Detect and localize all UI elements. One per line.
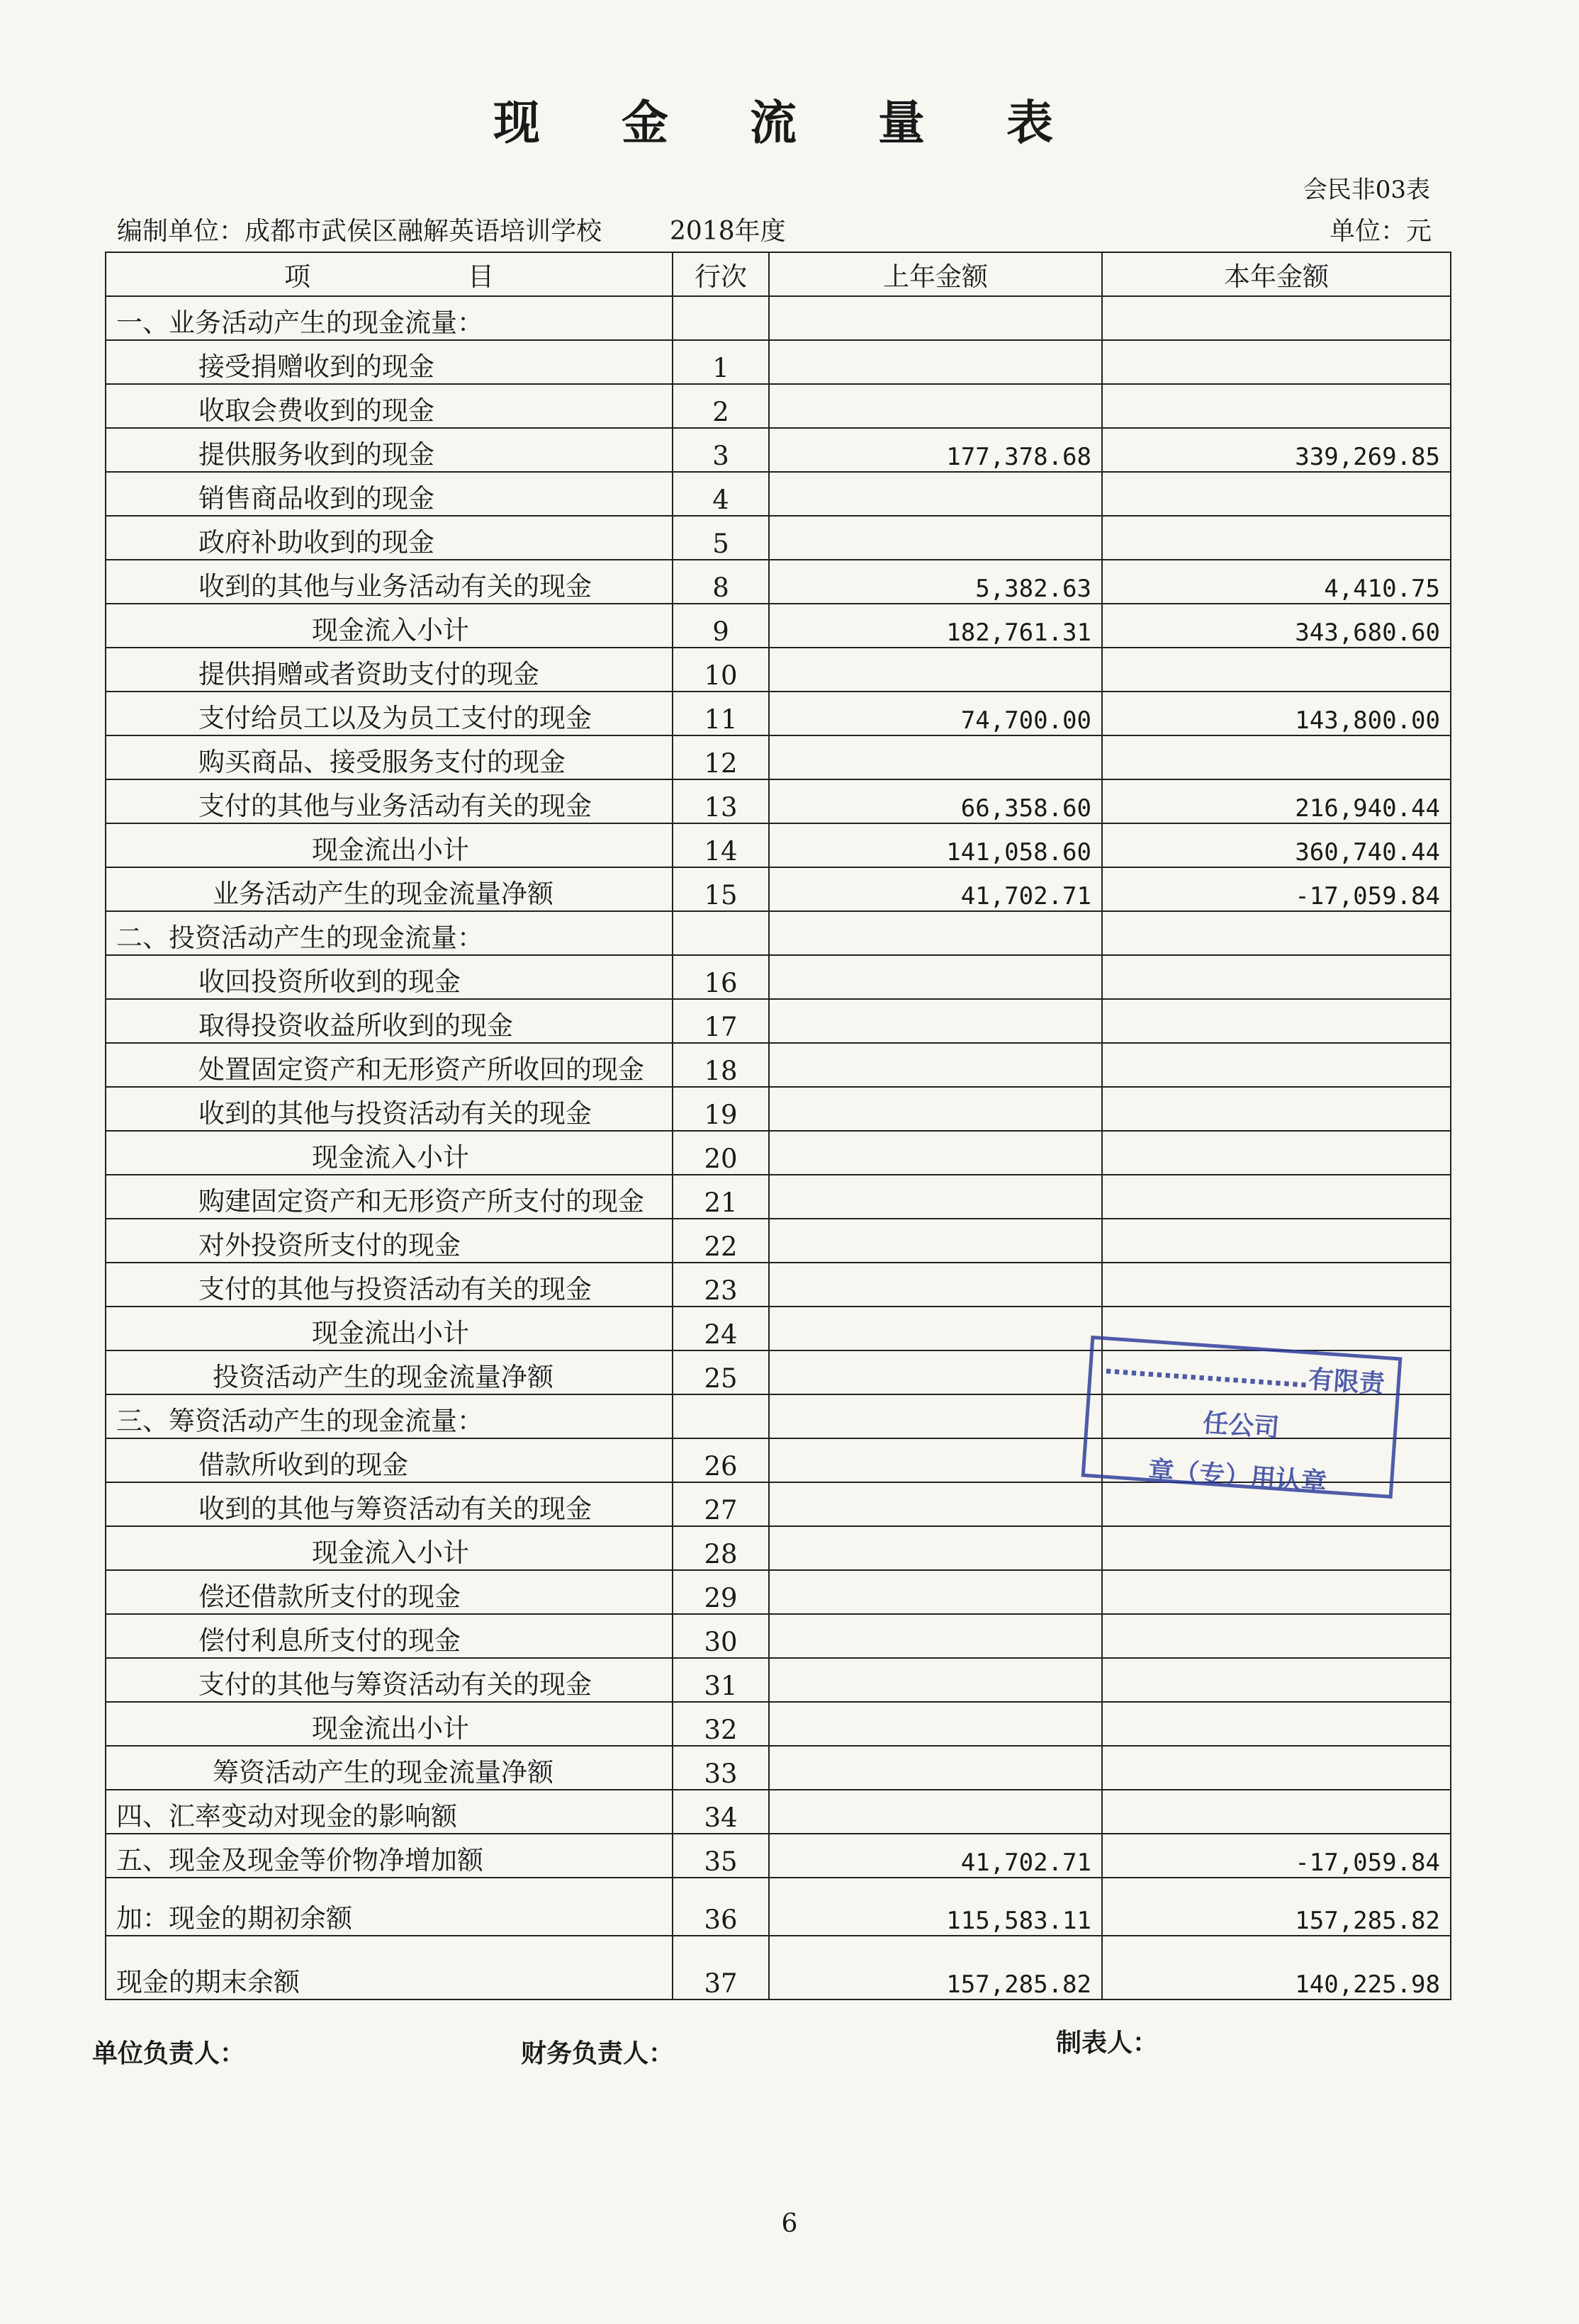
prev-year-amount <box>769 1219 1102 1263</box>
curr-year-amount <box>1102 911 1451 955</box>
curr-year-amount <box>1102 1570 1451 1614</box>
table-row <box>106 1658 1451 1702</box>
report-year: 2018年度 <box>670 217 786 246</box>
row-number: 20 <box>673 1131 769 1175</box>
curr-year-amount <box>1102 1614 1451 1658</box>
table-row <box>106 472 1451 516</box>
row-number: 3 <box>673 428 769 472</box>
curr-year-amount <box>1102 340 1451 384</box>
table-row <box>106 560 1451 604</box>
row-label: 政府补助收到的现金 <box>106 516 673 560</box>
prev-year-amount: 66,358.60 <box>769 779 1102 823</box>
row-number: 17 <box>673 999 769 1043</box>
row-label: 偿付利息所支付的现金 <box>106 1614 673 1658</box>
prev-year-amount: 141,058.60 <box>769 823 1102 867</box>
row-number: 24 <box>673 1307 769 1350</box>
row-label: 现金流出小计 <box>106 823 673 867</box>
row-label: 接受捐赠收到的现金 <box>106 340 673 384</box>
table-row <box>106 1614 1451 1658</box>
prev-year-amount: 41,702.71 <box>769 1834 1102 1878</box>
header-item: 项 目 <box>106 252 673 296</box>
row-number: 27 <box>673 1482 769 1526</box>
curr-year-amount <box>1102 296 1451 340</box>
row-label: 业务活动产生的现金流量净额 <box>106 867 673 911</box>
prev-year-amount <box>769 1746 1102 1790</box>
row-number: 8 <box>673 560 769 604</box>
prev-year-amount <box>769 1175 1102 1219</box>
row-number: 11 <box>673 692 769 735</box>
finance-head-label: 财务负责人： <box>521 2038 675 2068</box>
table-row <box>106 1834 1451 1878</box>
row-label: 购买商品、接受服务支付的现金 <box>106 735 673 779</box>
table-row <box>106 1570 1451 1614</box>
row-number: 32 <box>673 1702 769 1746</box>
row-label: 取得投资收益所收到的现金 <box>106 999 673 1043</box>
prev-year-amount: 115,583.11 <box>769 1878 1102 1936</box>
prev-year-amount <box>769 1263 1102 1307</box>
cash-flow-table <box>105 252 1451 2000</box>
row-label: 四、汇率变动对现金的影响额 <box>106 1790 673 1834</box>
table-row <box>106 604 1451 648</box>
row-number: 25 <box>673 1350 769 1394</box>
row-number <box>673 911 769 955</box>
table-row <box>106 999 1451 1043</box>
table-row <box>106 1131 1451 1175</box>
row-label: 收回投资所收到的现金 <box>106 955 673 999</box>
table-row <box>106 1219 1451 1263</box>
curr-year-amount: 339,269.85 <box>1102 428 1451 472</box>
row-number: 23 <box>673 1263 769 1307</box>
row-number: 2 <box>673 384 769 428</box>
row-label: 一、业务活动产生的现金流量： <box>106 296 673 340</box>
prev-year-amount <box>769 735 1102 779</box>
table-header-row <box>106 252 1451 296</box>
prev-year-amount <box>769 1482 1102 1526</box>
table-row <box>106 516 1451 560</box>
row-label: 现金流入小计 <box>106 1526 673 1570</box>
row-number: 35 <box>673 1834 769 1878</box>
row-number: 36 <box>673 1878 769 1936</box>
table-row <box>106 735 1451 779</box>
prev-year-amount: 74,700.00 <box>769 692 1102 735</box>
unit-head-label: 单位负责人： <box>92 2038 246 2068</box>
row-number: 18 <box>673 1043 769 1087</box>
row-label: 三、筹资活动产生的现金流量： <box>106 1394 673 1438</box>
row-number: 34 <box>673 1790 769 1834</box>
curr-year-amount: 157,285.82 <box>1102 1878 1451 1936</box>
table-row <box>106 692 1451 735</box>
prev-year-amount <box>769 648 1102 692</box>
row-number: 9 <box>673 604 769 648</box>
curr-year-amount <box>1102 648 1451 692</box>
row-number <box>673 1394 769 1438</box>
row-label: 收到的其他与业务活动有关的现金 <box>106 560 673 604</box>
table-row <box>106 955 1451 999</box>
row-label: 收到的其他与筹资活动有关的现金 <box>106 1482 673 1526</box>
prev-year-amount <box>769 955 1102 999</box>
curr-year-amount <box>1102 1219 1451 1263</box>
seal-line-2: 章（专）用认章 <box>1147 1456 1328 1498</box>
row-label: 现金流出小计 <box>106 1307 673 1350</box>
row-label: 五、现金及现金等价物净增加额 <box>106 1834 673 1878</box>
meta-row <box>117 211 1432 247</box>
curr-year-amount <box>1102 1702 1451 1746</box>
prev-year-amount: 182,761.31 <box>769 604 1102 648</box>
prev-year-amount <box>769 1526 1102 1570</box>
preparing-unit: 编制单位：成都市武侯区融解英语培训学校 <box>117 217 602 246</box>
table-row <box>106 428 1451 472</box>
table-row <box>106 648 1451 692</box>
table-row <box>106 1087 1451 1131</box>
form-number: 会民非03表 <box>1303 176 1430 204</box>
table-row <box>106 867 1451 911</box>
table-row <box>106 1702 1451 1746</box>
curr-year-amount <box>1102 1526 1451 1570</box>
row-label: 销售商品收到的现金 <box>106 472 673 516</box>
row-label: 现金流入小计 <box>106 1131 673 1175</box>
prev-year-amount: 157,285.82 <box>769 1936 1102 1999</box>
curr-year-amount <box>1102 1131 1451 1175</box>
row-number: 16 <box>673 955 769 999</box>
prev-year-amount <box>769 1394 1102 1438</box>
row-number: 21 <box>673 1175 769 1219</box>
prev-year-amount <box>769 1570 1102 1614</box>
currency-unit: 单位：元 <box>1329 217 1432 246</box>
row-number: 19 <box>673 1087 769 1131</box>
curr-year-amount <box>1102 1658 1451 1702</box>
table-row <box>106 296 1451 340</box>
header-prev-year: 上年金额 <box>769 252 1102 296</box>
prev-year-amount <box>769 1790 1102 1834</box>
prev-year-amount <box>769 296 1102 340</box>
curr-year-amount: -17,059.84 <box>1102 867 1451 911</box>
row-label: 处置固定资产和无形资产所收回的现金 <box>106 1043 673 1087</box>
curr-year-amount <box>1102 1043 1451 1087</box>
row-label: 二、投资活动产生的现金流量： <box>106 911 673 955</box>
row-label: 支付的其他与投资活动有关的现金 <box>106 1263 673 1307</box>
curr-year-amount <box>1102 735 1451 779</box>
row-label: 提供捐赠或者资助支付的现金 <box>106 648 673 692</box>
prev-year-amount <box>769 516 1102 560</box>
row-label: 收到的其他与投资活动有关的现金 <box>106 1087 673 1131</box>
prev-year-amount <box>769 472 1102 516</box>
curr-year-amount: 143,800.00 <box>1102 692 1451 735</box>
row-label: 现金流入小计 <box>106 604 673 648</box>
header-row-no: 行次 <box>673 252 769 296</box>
table-row <box>106 1043 1451 1087</box>
row-label: 投资活动产生的现金流量净额 <box>106 1350 673 1394</box>
row-number: 28 <box>673 1526 769 1570</box>
preparer-label: 制表人： <box>1056 2028 1159 2058</box>
prev-year-amount <box>769 1658 1102 1702</box>
row-label: 支付给员工以及为员工支付的现金 <box>106 692 673 735</box>
prev-year-amount <box>769 384 1102 428</box>
row-number: 14 <box>673 823 769 867</box>
table-row <box>106 1878 1451 1936</box>
row-number <box>673 296 769 340</box>
row-label: 现金的期末余额 <box>106 1936 673 1999</box>
row-number: 1 <box>673 340 769 384</box>
curr-year-amount: -17,059.84 <box>1102 1834 1451 1878</box>
table-row <box>106 1526 1451 1570</box>
row-number: 37 <box>673 1936 769 1999</box>
prev-year-amount <box>769 1087 1102 1131</box>
curr-year-amount <box>1102 1746 1451 1790</box>
prev-year-amount <box>769 1043 1102 1087</box>
table-row <box>106 779 1451 823</box>
prev-year-amount: 41,702.71 <box>769 867 1102 911</box>
prev-year-amount <box>769 1702 1102 1746</box>
row-number: 10 <box>673 648 769 692</box>
row-number: 26 <box>673 1438 769 1482</box>
table-row <box>106 1790 1451 1834</box>
row-number: 13 <box>673 779 769 823</box>
curr-year-amount <box>1102 1790 1451 1834</box>
row-label: 借款所收到的现金 <box>106 1438 673 1482</box>
prev-year-amount <box>769 1350 1102 1394</box>
row-number: 30 <box>673 1614 769 1658</box>
prev-year-amount: 5,382.63 <box>769 560 1102 604</box>
curr-year-amount <box>1102 1175 1451 1219</box>
curr-year-amount: 343,680.60 <box>1102 604 1451 648</box>
curr-year-amount <box>1102 472 1451 516</box>
prev-year-amount <box>769 1614 1102 1658</box>
row-label: 提供服务收到的现金 <box>106 428 673 472</box>
row-number: 4 <box>673 472 769 516</box>
table-row <box>106 384 1451 428</box>
official-seal <box>1081 1336 1403 1499</box>
row-label: 筹资活动产生的现金流量净额 <box>106 1746 673 1790</box>
prev-year-amount <box>769 1307 1102 1350</box>
row-number: 5 <box>673 516 769 560</box>
row-label: 支付的其他与业务活动有关的现金 <box>106 779 673 823</box>
curr-year-amount <box>1102 999 1451 1043</box>
table-row <box>106 911 1451 955</box>
curr-year-amount <box>1102 1087 1451 1131</box>
row-label: 支付的其他与筹资活动有关的现金 <box>106 1658 673 1702</box>
curr-year-amount: 140,225.98 <box>1102 1936 1451 1999</box>
prev-year-amount <box>769 1438 1102 1482</box>
prev-year-amount <box>769 1131 1102 1175</box>
row-label: 购建固定资产和无形资产所支付的现金 <box>106 1175 673 1219</box>
page-number: 6 <box>781 2209 798 2238</box>
curr-year-amount: 360,740.44 <box>1102 823 1451 867</box>
row-label: 现金流出小计 <box>106 1702 673 1746</box>
prev-year-amount <box>769 999 1102 1043</box>
table-row <box>106 1175 1451 1219</box>
header-curr-year: 本年金额 <box>1102 252 1451 296</box>
table-row <box>106 1936 1451 1999</box>
row-label: 偿还借款所支付的现金 <box>106 1570 673 1614</box>
row-number: 33 <box>673 1746 769 1790</box>
row-number: 29 <box>673 1570 769 1614</box>
row-label: 加：现金的期初余额 <box>106 1878 673 1936</box>
curr-year-amount <box>1102 955 1451 999</box>
prev-year-amount <box>769 911 1102 955</box>
row-number: 31 <box>673 1658 769 1702</box>
row-number: 15 <box>673 867 769 911</box>
table-row <box>106 1263 1451 1307</box>
table-row <box>106 823 1451 867</box>
table-row <box>106 1746 1451 1790</box>
row-label: 收取会费收到的现金 <box>106 384 673 428</box>
table-row <box>106 1307 1451 1350</box>
curr-year-amount <box>1102 384 1451 428</box>
curr-year-amount: 216,940.44 <box>1102 779 1451 823</box>
curr-year-amount <box>1102 1263 1451 1307</box>
row-label: 对外投资所支付的现金 <box>106 1219 673 1263</box>
row-number: 12 <box>673 735 769 779</box>
curr-year-amount: 4,410.75 <box>1102 560 1451 604</box>
seal-line-1: ……………………有限责任公司 <box>1103 1350 1386 1443</box>
prev-year-amount <box>769 340 1102 384</box>
page-title: 现 金 流 量 表 <box>493 95 1086 150</box>
curr-year-amount <box>1102 516 1451 560</box>
table-row <box>106 340 1451 384</box>
prev-year-amount: 177,378.68 <box>769 428 1102 472</box>
row-number: 22 <box>673 1219 769 1263</box>
